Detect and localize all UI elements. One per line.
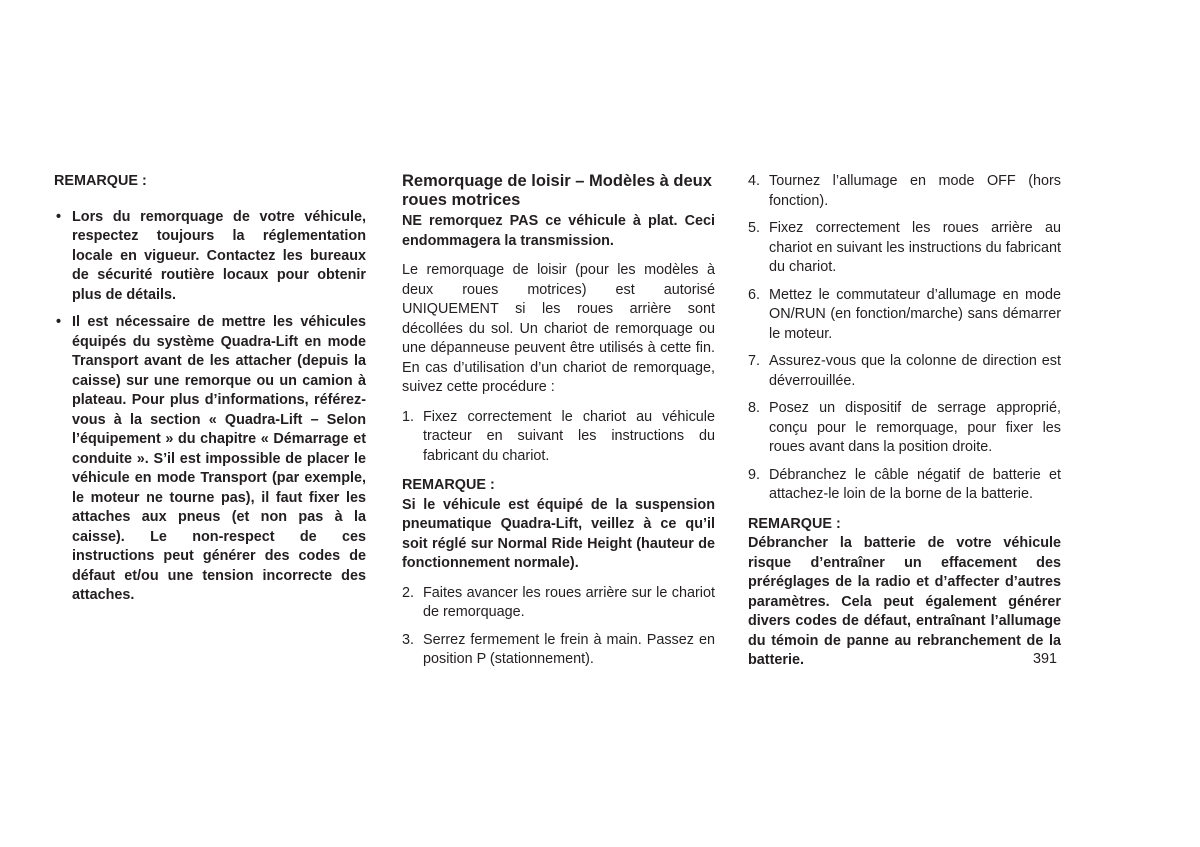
step-item: [402, 408, 715, 467]
step-text: Débranchez le câble négatif de batterie et attachez-le loin de la borne de la batterie.: [769, 466, 1061, 502]
intro-paragraph: Le remorquage de loisir (pour les modèles à deux roues motrices) est autorisé UNIQUEMENT si les roues arrière sont décollées du sol. Un chariot de remorquage ou une dépanneuse peuvent être utilisés à cette fin. En cas d’utilisation d’un chariot de remorquage, suivez cette procédure :: [402, 262, 715, 395]
step-item: [748, 399, 1061, 458]
step-item: [402, 631, 715, 670]
step-list: [748, 172, 1061, 505]
step-text: Faites avancer les roues arrière sur le chariot de remorquage.: [423, 584, 715, 620]
step-list: [402, 584, 715, 670]
step-item: [748, 466, 1061, 505]
middle-column: [402, 172, 715, 678]
bullet-item: [54, 208, 366, 306]
step-number: 3.: [402, 631, 415, 648]
step-number: 5.: [748, 220, 761, 236]
step-number: 2.: [402, 584, 415, 601]
step-number: 8.: [748, 400, 761, 416]
remarque-text: Débrancher la batterie de votre véhicule risque d’entraîner un effacement des préréglages de la radio et d’affecter d’autres paramètres. Cela peut également générer divers codes de défaut, entraînant l’allumage du témoin de panne au rebranchement de la batterie.: [748, 535, 1061, 668]
step-number: 4.: [748, 173, 761, 189]
remarque-label: REMARQUE :: [54, 173, 147, 189]
step-item: [748, 172, 1061, 211]
step-text: Fixez correctement le chariot au véhicule tracteur en suivant les instructions du fabricant du chariot.: [423, 408, 715, 464]
left-column: [54, 172, 366, 614]
remarque-label: REMARQUE :: [748, 515, 841, 532]
bullet-list: [54, 208, 366, 606]
step-item: [748, 352, 1061, 391]
step-text: Tournez l’allumage en mode OFF (hors fonction).: [769, 173, 1061, 209]
warning-text: NE remorquez PAS ce véhicule à plat. Ceci endommagera la transmission.: [402, 213, 715, 249]
bullet-icon: •: [56, 314, 62, 330]
remarque-text: Si le véhicule est équipé de la suspension pneumatique Quadra-Lift, veillez à ce qu’il soit réglé sur Normal Ride Height (hauteur de fonctionnement normale).: [402, 496, 715, 571]
step-item: [402, 584, 715, 623]
step-item: [748, 219, 1061, 278]
bullet-item: [54, 313, 366, 606]
step-number: 1.: [402, 408, 415, 425]
step-text: Serrez fermement le frein à main. Passez en position P (stationnement).: [423, 631, 715, 667]
step-number: 9.: [748, 466, 761, 483]
remarque-label: REMARQUE :: [402, 477, 495, 493]
step-text: Assurez-vous que la colonne de direction est déverrouillée.: [769, 353, 1061, 389]
step-text: Mettez le commutateur d’allumage en mode ON/RUN (en fonction/marche) sans démarrer le moteur.: [769, 286, 1061, 342]
step-list: [402, 408, 715, 467]
bullet-text: Il est nécessaire de mettre les véhicules équipés du système Quadra-Lift en mode Transport avant de les attacher (depuis la caisse) sur une remorque ou un camion à plateau. Pour plus d’informations, référez-vous à la section « Quadra-Lift – Selon l’équipement » du chapitre « Démarrage et conduite ». S’il est impossible de placer le véhicule en mode Transport (par exemple, le moteur ne tourne pas), il faut fixer les attaches aux pneus (et non pas à la caisse). Le non-respect de ces instructions peut générer des codes de défaut et/ou une tension incorrecte des attaches.: [72, 314, 366, 603]
page-number: 391: [1033, 651, 1058, 667]
step-item: [748, 286, 1061, 345]
bullet-icon: •: [56, 208, 62, 225]
step-text: Posez un dispositif de serrage approprié, conçu pour le remorquage, pour fixer les roues avant dans la position droite.: [769, 400, 1061, 455]
step-text: Fixez correctement les roues arrière au chariot en suivant les instructions du fabricant du chariot.: [769, 220, 1061, 275]
step-number: 7.: [748, 353, 761, 369]
right-column: [748, 172, 1061, 681]
step-number: 6.: [748, 286, 761, 303]
bullet-text: Lors du remorquage de votre véhicule, respectez toujours la réglementation locale en vigueur. Contactez les bureaux de sécurité routière locaux pour obtenir plus de détails.: [72, 208, 366, 303]
section-heading: Remorquage de loisir – Modèles à deux roues motrices: [402, 172, 712, 209]
